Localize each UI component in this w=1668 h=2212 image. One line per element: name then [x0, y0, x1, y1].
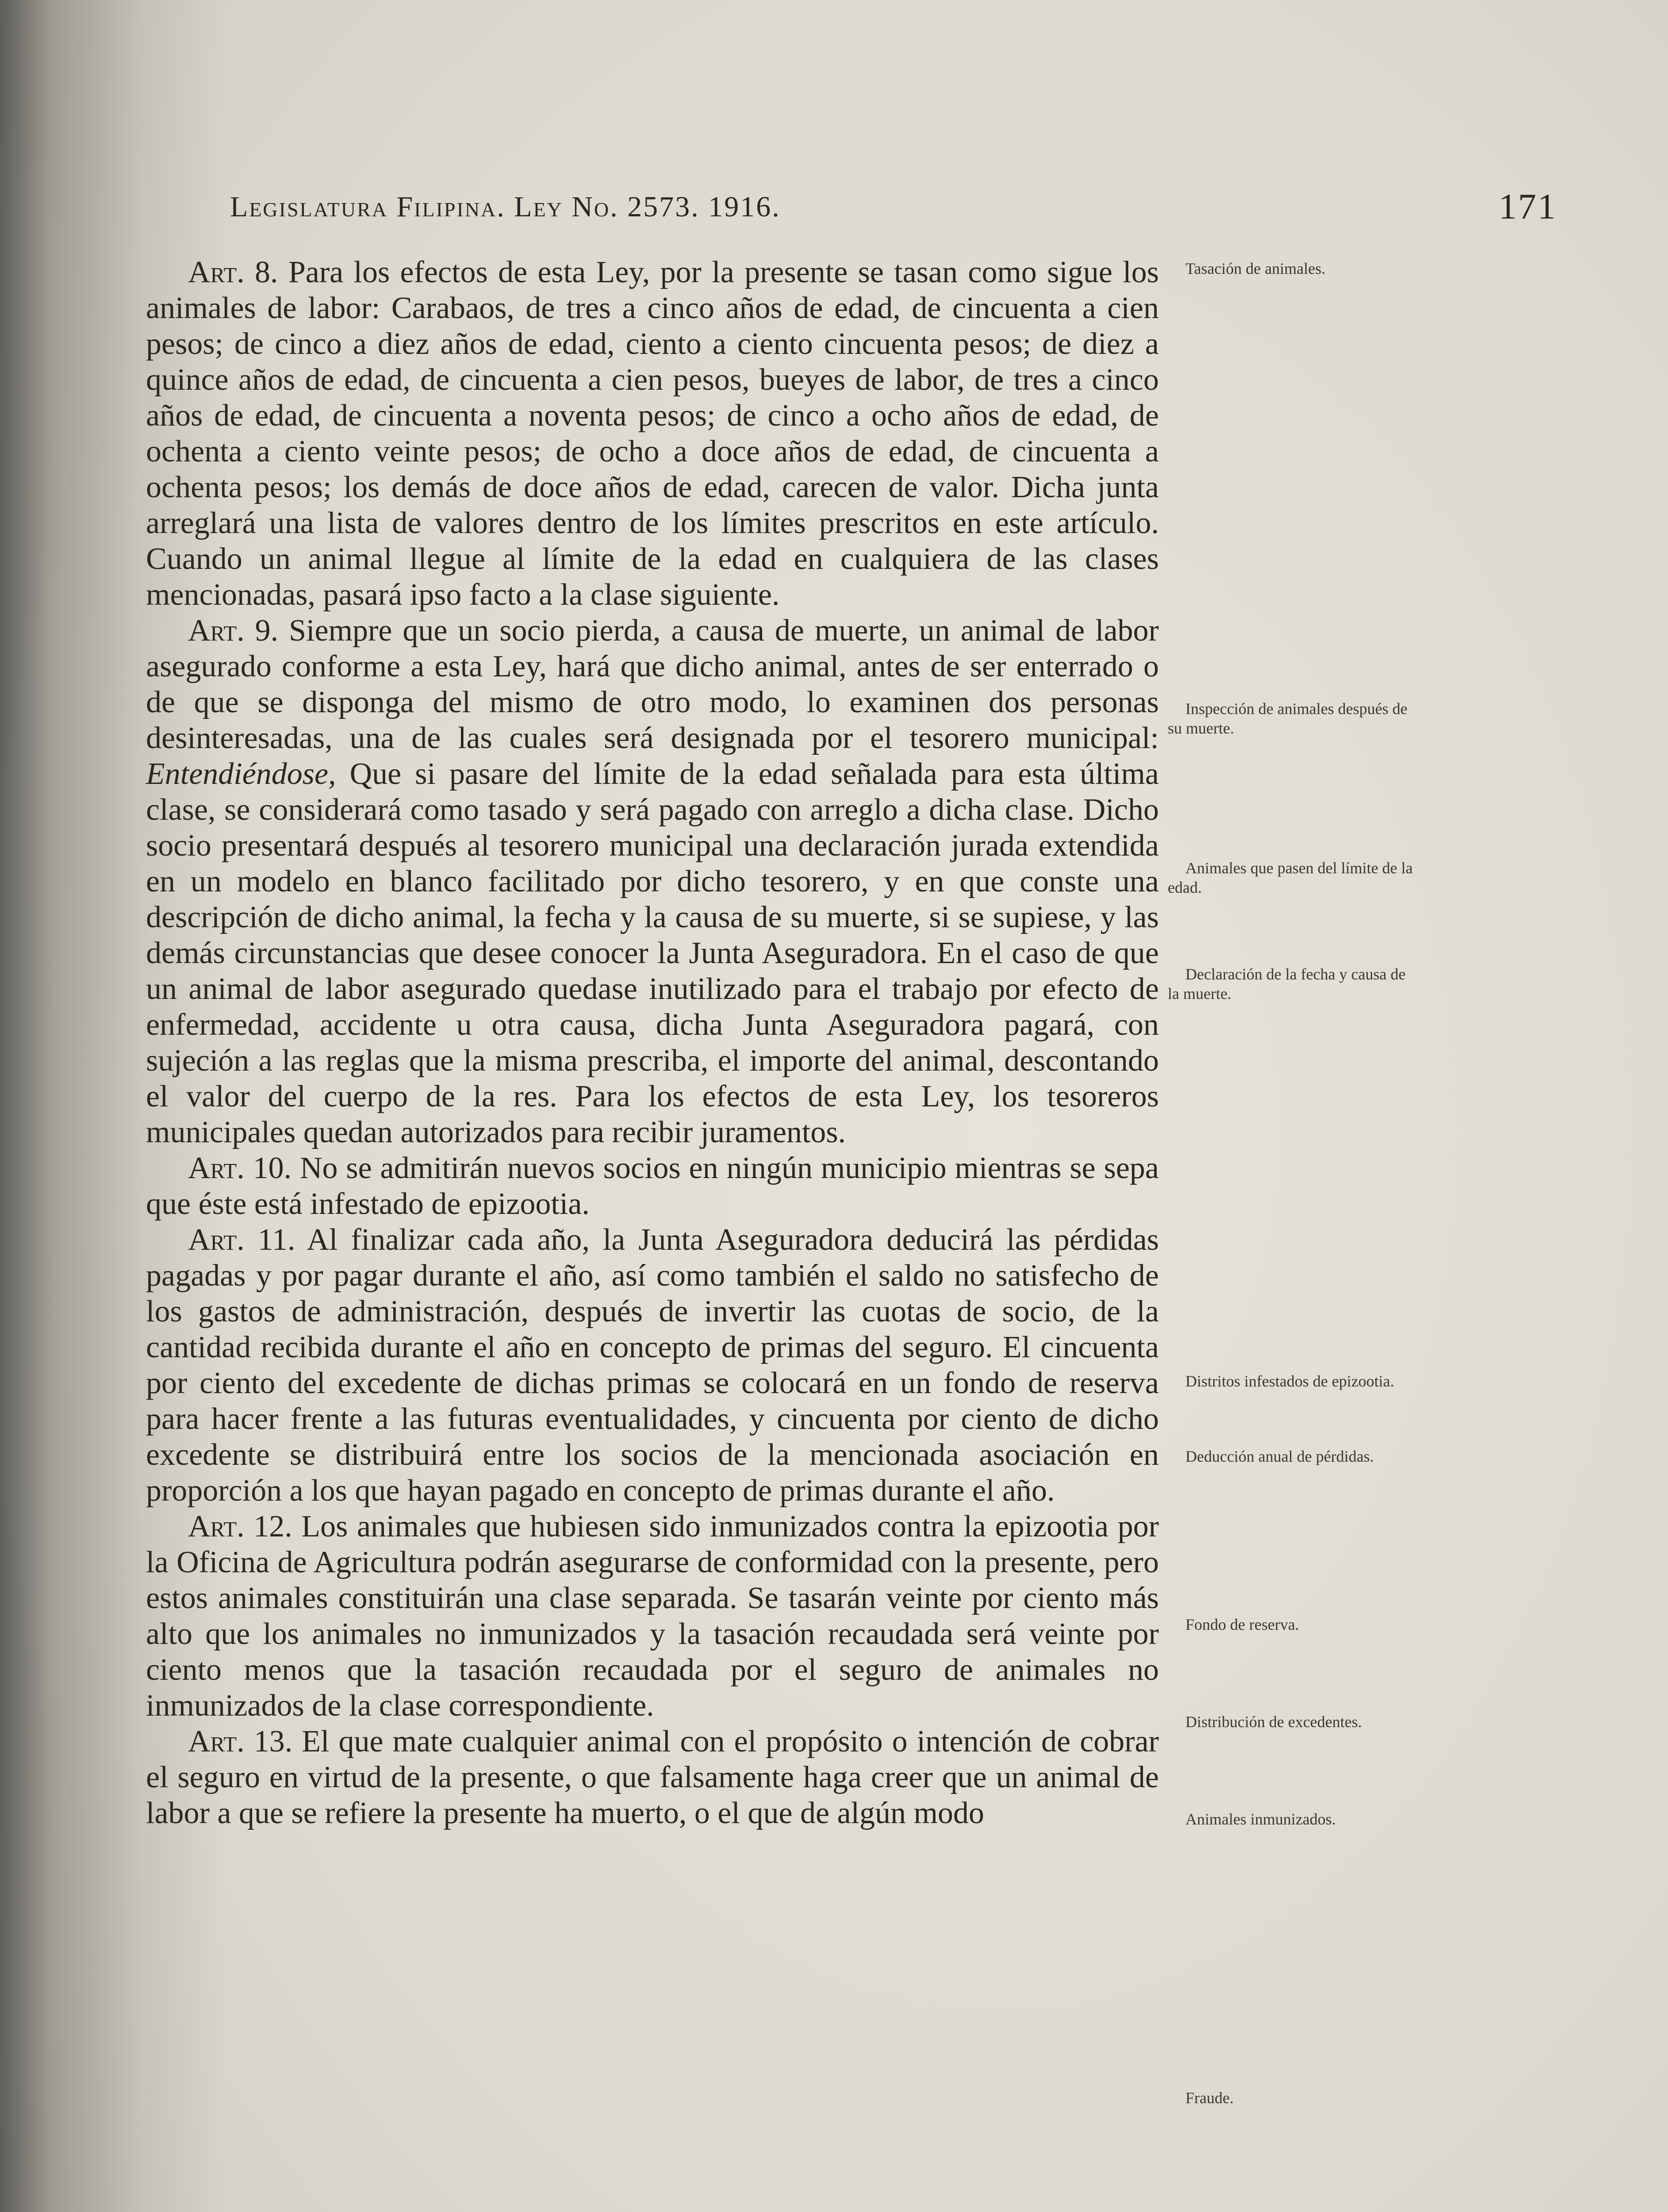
margin-note: Animales que pasen del límite de la edad.: [1168, 859, 1413, 896]
article-label: Art. 10.: [188, 1151, 292, 1185]
article-emphasis: Entendiéndose,: [146, 757, 336, 791]
margin-notes: [1168, 0, 1415, 2212]
article-9: [146, 613, 1159, 1150]
article-12: [146, 1509, 1159, 1724]
margin-note: Fraude.: [1185, 2089, 1234, 2107]
article-label: Art. 9.: [188, 614, 279, 648]
page-number: 171: [1499, 186, 1557, 227]
article-label: Art. 8.: [188, 255, 278, 289]
article-label: Art. 13.: [188, 1724, 293, 1759]
article-label: Art. 12.: [188, 1509, 292, 1544]
running-title: Legislatura Filipina. Ley No. 2573. 1916.: [230, 191, 781, 223]
margin-note: Animales inmunizados.: [1185, 1810, 1336, 1828]
article-text: Los animales que hubiesen sido inmunizados contra la epizootia por la Oficina de Agricultura podrán asegurarse de conformidad con la presente, pero estos animales constituirán una clase separada. Se tasarán veinte por ciento más alto que los animales no inmunizados y la tasación recaudada será veinte por ciento menos que la tasación recaudada por el seguro de animales no inmunizados de la clase correspondiente.: [146, 1509, 1159, 1723]
article-text: No se admitirán nuevos socios en ningún municipio mientras se sepa que éste está infestado de epizootia.: [146, 1151, 1159, 1221]
margin-note: Fondo de reserva.: [1185, 1616, 1299, 1633]
article-text: Al finalizar cada año, la Junta Aseguradora deducirá las pérdidas pagadas y por pagar durante el año, así como también el saldo no satisfecho de los gastos de administración, después de invertir las cuotas de socio, de la cantidad recibida durante el año en concepto de primas del seguro. El cincuenta por ciento del excedente de dichas primas se colocará en un fondo de reserva para hacer frente a las futuras eventualidades, y cincuenta por ciento de dicho excedente se distribuirá entre los socios de la mencionada asociación en proporción a los que hayan pagado en concepto de primas durante el año.: [146, 1223, 1159, 1508]
article-8: [146, 254, 1159, 613]
margin-note: Deducción anual de pérdidas.: [1185, 1448, 1374, 1465]
margin-note: Declaración de la fecha y causa de la muerte.: [1168, 965, 1406, 1002]
article-text: Que si pasare del límite de la edad señalada para esta última clase, se considerará como tasado y será pagado con arreglo a dicha clase. Dicho socio presentará después al tesorero municipal una declaración jurada extendida en un modelo en blanco facilitado por dicho tesorero, y en que conste una descripción de dicho animal, la fecha y la causa de su muerte, si se supiese, y las demás circunstancias que desee conocer la Junta Aseguradora. En el caso de que un animal de labor asegurado quedase inutilizado para el trabajo por efecto de enfermedad, accidente u otra causa, dicha Junta Aseguradora pagará, con sujeción a las reglas que la misma prescriba, el importe del animal, descontando el valor del cuerpo de la res. Para los efectos de esta Ley, los tesoreros municipales quedan autorizados para recibir juramentos.: [146, 757, 1159, 1149]
article-text: El que mate cualquier animal con el propósito o intención de cobrar el seguro en virtud de la presente, o que falsamente haga creer que un animal de labor a que se refiere la presente ha muerto, o el que de algún modo: [146, 1724, 1159, 1830]
article-label: Art. 11.: [188, 1223, 295, 1257]
margin-note: Inspección de animales después de su muerte.: [1168, 700, 1407, 737]
main-text: [146, 254, 1159, 1831]
margin-note: Distritos infestados de epizootia.: [1185, 1372, 1394, 1390]
margin-note: Distribución de excedentes.: [1185, 1713, 1362, 1731]
margin-note: Tasación de animales.: [1185, 260, 1326, 277]
article-13: [146, 1724, 1159, 1831]
article-text: Para los efectos de esta Ley, por la presente se tasan como sigue los animales de labor: Carabaos, de tres a cinco años de edad, de cincuenta a cien pesos; de cinco a diez años de edad, ciento a ciento cincuenta pesos; de diez a quince años de edad, de cincuenta a cien pesos, bueyes de labor, de tres a cinco años de edad, de cincuenta a noventa pesos; de cinco a ocho años de edad, de ochenta a ciento veinte pesos; de ocho a doce años de edad, de cincuenta a ochenta pesos; los demás de doce años de edad, carecen de valor. Dicha junta arreglará una lista de valores dentro de los límites prescritos en este artículo. Cuando un animal llegue al límite de la edad en cualquiera de las clases mencionadas, pasará ipso facto a la clase siguiente.: [146, 255, 1159, 612]
article-text: Siempre que un socio pierda, a causa de muerte, un animal de labor asegurado conforme a esta Ley, hará que dicho animal, antes de ser enterrado o de que se disponga del mismo de otro modo, lo examinen dos personas desinteresadas, una de las cuales será designada por el tesorero municipal:: [146, 614, 1159, 755]
article-10: [146, 1150, 1159, 1222]
article-11: [146, 1222, 1159, 1509]
